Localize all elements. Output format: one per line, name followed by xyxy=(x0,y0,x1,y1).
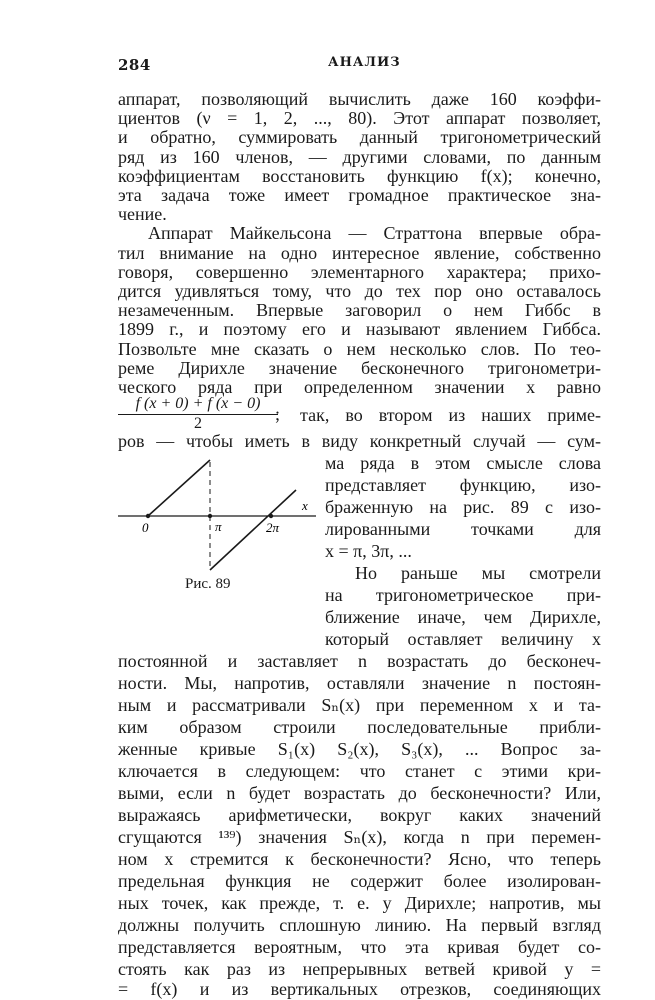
text-line: Но раньше мы смотрели xyxy=(355,563,601,583)
text-line: должны получить сплошную линию. На первый взгляд xyxy=(118,915,601,935)
text-line: предельная функция не содержит более изолирован- xyxy=(118,871,601,891)
text-line: браженную на рис. 89 с изо- xyxy=(325,497,601,517)
text-line: незамеченным. Впервые заговорил о нем Гиббс в xyxy=(118,300,601,321)
text-line: = f(x) и из вертикальных отрезков, соединяющих xyxy=(118,979,601,999)
figure-caption: Рис. 89 xyxy=(185,576,231,592)
text-line: циентов (ν = 1, 2, ..., 80). Этот аппарат позволяет, xyxy=(118,108,601,129)
text-line: ности. Мы, напротив, оставляли значение n постоян- xyxy=(118,673,601,693)
text-line: женные кривые S₁(x) S₂(x), S₃(x), ... Вопрос за- xyxy=(118,739,601,759)
figure-89-sawtooth xyxy=(118,452,318,572)
text-line: тил внимание на одно интересное явление, собственно xyxy=(118,242,601,263)
label-pi: π xyxy=(215,519,222,534)
text-line: эта задача тоже имеет громадное практическое зна- xyxy=(118,185,601,205)
formula-numerator: f (x + 0) + f (x − 0) xyxy=(118,395,278,415)
text-line: лированными точками для xyxy=(325,519,601,539)
isolated-point-pi xyxy=(208,514,212,518)
text-line: ческого ряда при определенном значении x равно xyxy=(118,377,601,397)
text-line: сгущаются ¹³⁹) значения Sₙ(x), когда n при перемен- xyxy=(118,827,601,847)
text-line: говоря, совершенно элементарного характера; прихо- xyxy=(118,261,601,282)
text-line: реме Дирихле значение бесконечного тригонометри- xyxy=(118,357,601,378)
text-line: Позвольте мне сказать о нем несколько слов. По тео- xyxy=(118,338,601,359)
curve-branch-right xyxy=(210,490,296,570)
text-line: постоянной и заставляет n возрастать до бесконеч- xyxy=(118,651,601,671)
text-line: ном x стремится к бесконечности? Ясно, что теперь xyxy=(118,849,601,869)
text-line: дится удивляться тому, что до тех пор оно оставалось xyxy=(118,281,601,301)
page-number: 284 xyxy=(118,56,151,74)
text-line: представляет функцию, изо- xyxy=(325,475,601,495)
text-line: чение. xyxy=(118,204,167,225)
formula-separator: ; xyxy=(275,404,281,424)
text-line: ким образом строили последовательные прибли- xyxy=(118,717,601,737)
text-line: ма ряда в этом смысле слова xyxy=(325,453,601,473)
text-line: стоять как раз из непрерывных ветвей кривой y = xyxy=(118,959,601,979)
text-line: ным и рассматривали Sₙ(x) при переменном x и та- xyxy=(118,695,601,715)
label-2pi: 2π xyxy=(266,520,280,535)
isolated-point-origin xyxy=(146,514,150,518)
text-line: x = π, 3π, ... xyxy=(325,541,412,561)
text-line: аппарат, позволяющий вычислить даже 160 коэффи- xyxy=(118,89,601,109)
running-header: АНАЛИЗ xyxy=(328,55,401,70)
curve-branch-left xyxy=(148,460,210,516)
isolated-point-2pi xyxy=(269,514,273,518)
text-line: так, во втором из наших приме- xyxy=(300,405,601,425)
text-line: ров — чтобы иметь в виду конкретный случай — сум- xyxy=(118,431,601,451)
text-line: который оставляет величину x xyxy=(325,629,601,649)
formula-denominator: 2 xyxy=(194,415,202,432)
label-x-axis: x xyxy=(302,498,308,513)
text-line: ных точек, как прежде, т. е. у Дирихле; напротив, мы xyxy=(118,893,601,913)
text-line: представляется вероятным, что эта кривая будет со- xyxy=(118,937,601,957)
text-line: коэффициентам восстановить функцию f(x); конечно, xyxy=(118,165,601,186)
text-line: выми, если n будет возрастать до бесконечности? Или, xyxy=(118,783,601,803)
text-line: 1899 г., и поэтому его и называют явлением Гиббса. xyxy=(118,319,601,340)
text-line: ключается в следующем: что станет с этими кри- xyxy=(118,761,601,781)
label-origin: 0 xyxy=(142,520,149,535)
text-line: Аппарат Майкельсона — Страттона впервые обра- xyxy=(148,223,601,244)
text-line: ближение иначе, чем Дирихле, xyxy=(325,607,601,627)
text-line: ряд из 160 членов, — другими словами, по данным xyxy=(118,146,601,167)
text-line: выражаясь арифметически, вокруг каких значений xyxy=(118,805,601,825)
text-line: и обратно, суммировать данный тригонометрический xyxy=(118,127,601,148)
dirichlet-mean-formula xyxy=(118,395,281,433)
text-line: на тригонометрическое при- xyxy=(325,585,601,605)
